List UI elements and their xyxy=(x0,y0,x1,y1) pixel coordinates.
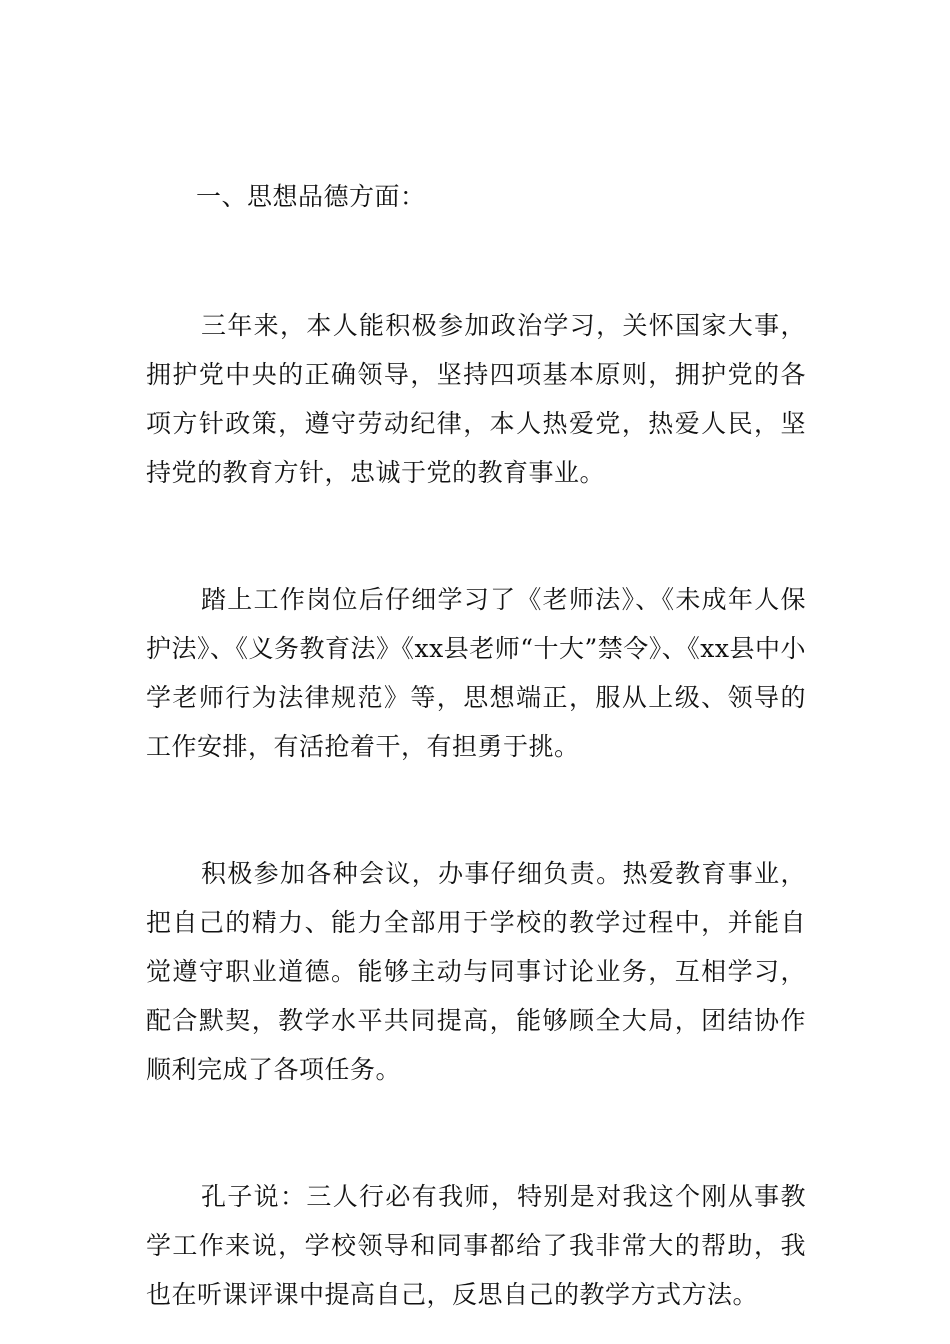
paragraph-work-attitude: 积极参加各种会议，办事仔细负责。热爱教育事业，把自己的精力、能力全部用于学校的教学过程中，并能自觉遵守职业道德。能够主动与同事讨论业务，互相学习，配合默契，教学水平共同提高，能够顾全大局，团结协作顺利完成了各项任务。 xyxy=(146,859,806,1084)
paragraph-learning-from-others: 孔子说：三人行必有我师，特别是对我这个刚从事教学工作来说，学校领导和同事都给了我非常大的帮助，我也在听课评课中提高自己，反思自己的教学方式方法。 xyxy=(146,1182,806,1309)
section-heading: 一、思想品德方面： xyxy=(196,182,426,211)
document-body xyxy=(146,172,806,1319)
paragraph-laws-study: 踏上工作岗位后仔细学习了《老师法》、《未成年人保护法》、《义务教育法》《xx县老师“十大”禁令》、《xx县中小学老师行为法律规范》等，思想端正，服从上级、领导的工作安排，有活抢着干，有担勇于挑。 xyxy=(146,585,806,761)
paragraph-political-study: 三年来，本人能积极参加政治学习，关怀国家大事，拥护党中央的正确领导，坚持四项基本原则，拥护党的各项方针政策，遵守劳动纪律，本人热爱党，热爱人民，坚持党的教育方针，忠诚于党的教育事业。 xyxy=(146,311,806,487)
